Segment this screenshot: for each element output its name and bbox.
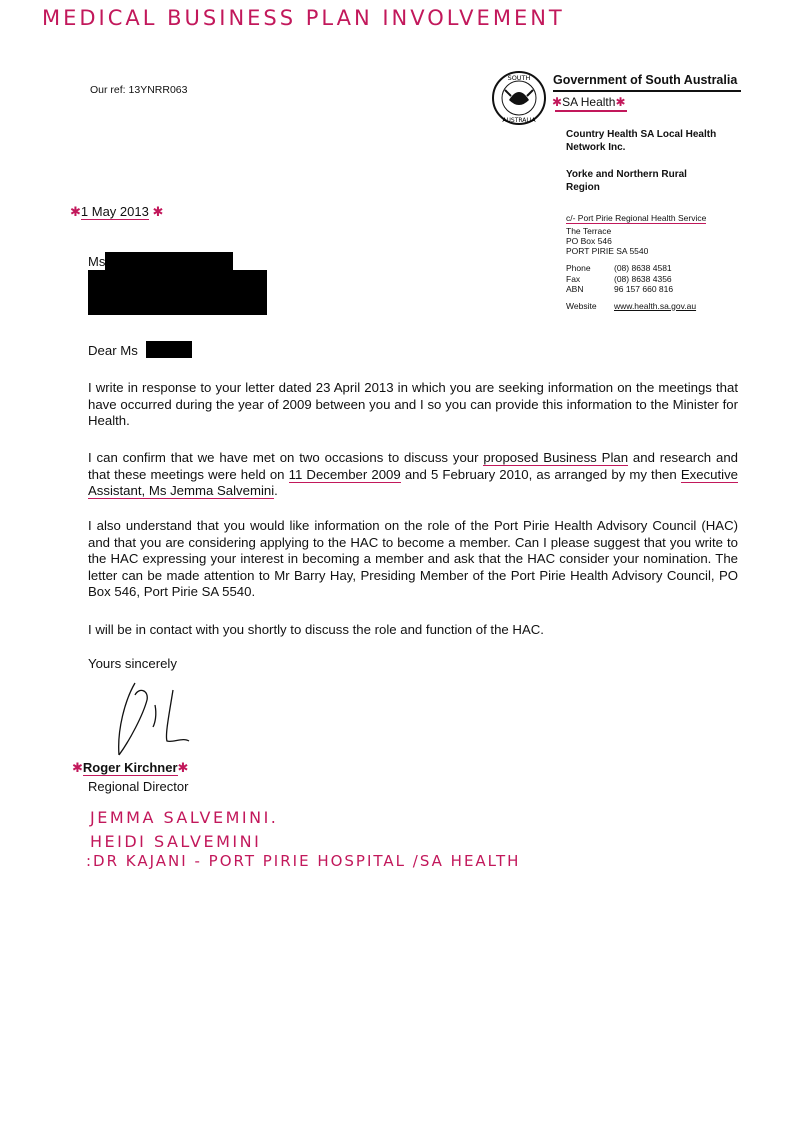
contact-label: Phone [566,263,591,273]
p2-text: and 5 February 2010, as arranged by my then [400,466,681,482]
address-line: PORT PIRIE SA 5540 [566,246,649,256]
p2-highlight-date: 11 December 2009 [288,466,401,482]
crest-bottom-text: AUSTRALIA [502,117,536,124]
asterisk-icon: ✱ [72,760,83,775]
region-line: Yorke and Northern Rural [566,169,687,180]
address-line: PO Box 546 [566,236,612,246]
p2-highlight-assistant: Executive Assistant, Ms Jemma Salvemini [88,466,739,499]
redaction-block [146,341,192,358]
paragraph-4: I will be in contact with you shortly to discuss the role and function of the HAC. [88,622,544,637]
handwritten-note: HEIDI SALVEMINI [90,832,262,851]
closing: Yours sincerely [88,656,177,671]
contact-value: (08) 8638 4356 [614,273,672,284]
signatory-name-text: Roger Kirchner [82,760,178,775]
date-text: 1 May 2013 [80,204,149,219]
redaction-block [88,270,267,315]
region-line: Region [566,181,600,193]
paragraph-1: I write in response to your letter dated 23 April 2013 in which you are seeking information on the meetings that have occurred during the year of 2009 between you and I so you can provide this information to the Minister for Health. [88,380,738,429]
asterisk-icon: ✱ [70,204,81,219]
contact-details [566,263,696,311]
region-name [566,169,687,194]
government-name: Government of South Australia [553,73,738,87]
contact-label: Fax [566,273,581,284]
handwritten-note: JEMMA SALVEMINI. [90,808,279,827]
p2-highlight-business-plan: proposed Business Plan [483,450,629,465]
contact-label: Website [566,300,597,311]
asterisk-icon: ✱ [177,760,189,775]
address-line: c/- Port Pirie Regional Health Service [566,213,707,223]
salutation: Dear Ms [88,343,138,358]
our-reference: Our ref: 13YNRR063 [90,84,188,96]
p2-text: I can confirm that we have met on two occasions to discuss your [88,450,484,465]
contact-label: ABN [566,284,584,294]
recipient-prefix: Ms [88,254,106,269]
paragraph-2 [88,450,738,500]
contact-value: (08) 8638 4581 [614,263,672,273]
postal-address [566,208,706,256]
letterhead-rule [553,90,741,92]
department-name [552,95,626,109]
redaction-block [105,252,233,270]
handwritten-note: :DR KAJANI - PORT PIRIE HOSPITAL /SA HEALTH [86,852,521,870]
handwritten-signature [95,675,205,770]
contact-row-website [566,301,696,312]
asterisk-icon: ✱ [148,204,164,219]
contact-row-fax [566,274,696,285]
asterisk-icon: ✱ [552,95,563,109]
p2-text: and research and that these meetings were held on [88,450,738,482]
handwritten-title: MEDICAL BUSINESS PLAN INVOLVEMENT [42,6,565,30]
network-line: Country Health SA Local Health [566,129,717,140]
department-underline [555,110,627,112]
contact-value: 96 157 660 816 [614,284,674,294]
network-line: Network Inc. [566,141,626,153]
department-label: SA Health [562,95,616,109]
sa-crest-logo [491,70,547,131]
signatory-name [72,760,188,776]
asterisk-icon: ✱ [615,95,626,109]
contact-row-abn [566,284,696,295]
network-name [566,129,716,154]
p2-text: . [274,483,278,499]
address-line: The Terrace [566,226,612,236]
paragraph-3: I also understand that you would like information on the role of the Port Pirie Health Advisory Council (HAC) and that you are considering applying to the HAC to become a member. Can I please suggest that you write to the HAC expressing your interest in becoming a member and ask that the HAC consider your nomination. The letter can be made attention to Mr Barry Hay, Presiding Member of the Port Pirie Health Advisory Council, PO Box 546, Port Pirie SA 5540. [88,518,738,600]
letter-date [70,204,163,220]
contact-row-phone [566,263,696,274]
website-link[interactable]: www.health.sa.gov.au [614,300,697,311]
signatory-title: Regional Director [88,779,189,794]
crest-top-text: SOUTH [507,74,531,82]
